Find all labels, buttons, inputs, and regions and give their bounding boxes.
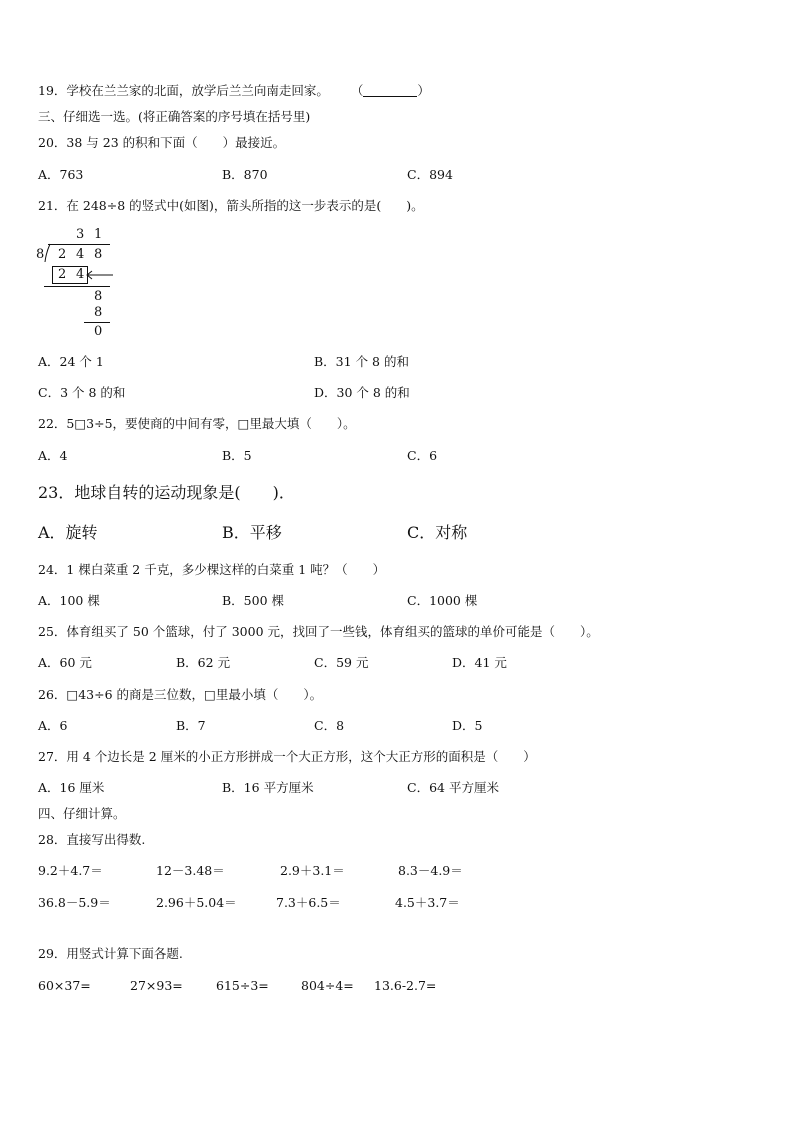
question-19-text: 19．学校在兰兰家的北面，放学后兰兰向南走回家。	[38, 83, 329, 98]
q23-option-c[interactable]: C．对称	[407, 523, 468, 542]
question-23-stem: 23．地球自转的运动现象是( )．	[38, 483, 295, 502]
mental-calc-item: 2.96＋5.04＝	[156, 895, 237, 910]
quotient-digit: 3	[76, 227, 85, 242]
mental-calc-item: 4.5＋3.7＝	[395, 895, 460, 910]
q20-option-b[interactable]: B．870	[222, 167, 268, 182]
q20-option-c[interactable]: C．894	[407, 167, 453, 182]
question-27-stem: 27．用 4 个边长是 2 厘米的小正方形拼成一个大正方形，这个大正方形的面积是（ ）	[38, 749, 536, 764]
q27-option-a[interactable]: A．16 厘米	[38, 780, 105, 795]
q26-option-c[interactable]: C．8	[314, 718, 345, 733]
divisor: 8	[36, 247, 45, 262]
answer-blank[interactable]	[363, 84, 417, 97]
q26-option-d[interactable]: D．5	[452, 718, 483, 733]
section-4-title: 四、仔细计算。	[38, 806, 126, 821]
partial-product-digit: 2	[58, 267, 67, 282]
q25-option-c[interactable]: C．59 元	[314, 655, 369, 670]
partial-product-digit: 8	[94, 305, 103, 320]
answer-paren-open: （	[350, 83, 364, 98]
q24-option-b[interactable]: B．500 棵	[222, 593, 285, 608]
subtraction-line	[84, 322, 110, 323]
mental-calc-item: 12－3.48＝	[156, 863, 225, 878]
mental-calc-item: 7.3＋6.5＝	[276, 895, 341, 910]
q24-option-a[interactable]: A．100 棵	[38, 593, 100, 608]
question-21-stem: 21．在 248÷8 的竖式中(如图)，箭头所指的这一步表示的是( )。	[38, 198, 424, 213]
quotient-digit: 1	[94, 227, 103, 242]
division-bar	[48, 244, 110, 245]
mental-calc-item: 2.9＋3.1＝	[280, 863, 345, 878]
dividend-digit: 2	[58, 247, 67, 262]
q25-option-b[interactable]: B．62 元	[176, 655, 231, 670]
q20-option-a[interactable]: A．763	[38, 167, 84, 182]
q26-option-b[interactable]: B．7	[176, 718, 206, 733]
subtraction-line	[44, 286, 110, 287]
partial-product-digit: 4	[76, 267, 85, 282]
mental-calc-item: 9.2＋4.7＝	[38, 863, 103, 878]
question-24-stem: 24．1 棵白菜重 2 千克，多少棵这样的白菜重 1 吨？（ ）	[38, 562, 386, 577]
q25-option-a[interactable]: A．60 元	[38, 655, 92, 670]
vertical-calc-item: 60×37=	[38, 978, 91, 993]
mental-calc-item: 8.3－4.9＝	[398, 863, 463, 878]
question-20-stem: 20．38 与 23 的积和下面（ ）最接近。	[38, 135, 286, 150]
dividend-digit: 4	[76, 247, 85, 262]
question-28-stem: 28．直接写出得数.	[38, 832, 146, 847]
vertical-calc-item: 804÷4=	[301, 978, 354, 993]
q21-option-a[interactable]: A．24 个 1	[38, 354, 104, 369]
q27-option-b[interactable]: B．16 平方厘米	[222, 780, 314, 795]
division-bracket	[44, 243, 52, 263]
q22-option-b[interactable]: B．5	[222, 448, 252, 463]
q22-option-c[interactable]: C．6	[407, 448, 438, 463]
dividend-digit: 8	[94, 247, 103, 262]
remainder-digit: 8	[94, 289, 103, 304]
vertical-calc-item: 615÷3=	[216, 978, 269, 993]
long-division-figure	[36, 226, 126, 341]
mental-calc-item: 36.8－5.9＝	[38, 895, 111, 910]
question-22-stem: 22．5□3÷5，要使商的中间有零，□里最大填（ ）。	[38, 416, 356, 431]
answer-paren-close: ）	[417, 83, 430, 98]
q22-option-a[interactable]: A．4	[38, 448, 68, 463]
q21-option-b[interactable]: B．31 个 8 的和	[314, 354, 409, 369]
q21-option-c[interactable]: C．3 个 8 的和	[38, 385, 126, 400]
q25-option-d[interactable]: D．41 元	[452, 655, 507, 670]
question-29-stem: 29．用竖式计算下面各题.	[38, 946, 183, 961]
question-26-stem: 26．□43÷6 的商是三位数，□里最小填（ ）。	[38, 687, 323, 702]
q24-option-c[interactable]: C．1000 棵	[407, 593, 478, 608]
q21-option-d[interactable]: D．30 个 8 的和	[314, 385, 410, 400]
vertical-calc-item: 13.6-2.7=	[374, 978, 437, 993]
final-remainder: 0	[94, 324, 103, 339]
q23-option-a[interactable]: A．旋转	[38, 523, 98, 542]
arrow-left-icon	[86, 270, 114, 280]
q26-option-a[interactable]: A．6	[38, 718, 68, 733]
question-19	[38, 83, 430, 99]
q23-option-b[interactable]: B．平移	[222, 523, 282, 542]
q27-option-c[interactable]: C．64 平方厘米	[407, 780, 499, 795]
vertical-calc-item: 27×93=	[130, 978, 183, 993]
section-3-title: 三、仔细选一选。(将正确答案的序号填在括号里)	[38, 109, 311, 124]
question-25-stem: 25．体育组买了 50 个篮球，付了 3000 元，找回了一些钱，体育组买的篮球的单价可能是（ ）。	[38, 624, 599, 639]
